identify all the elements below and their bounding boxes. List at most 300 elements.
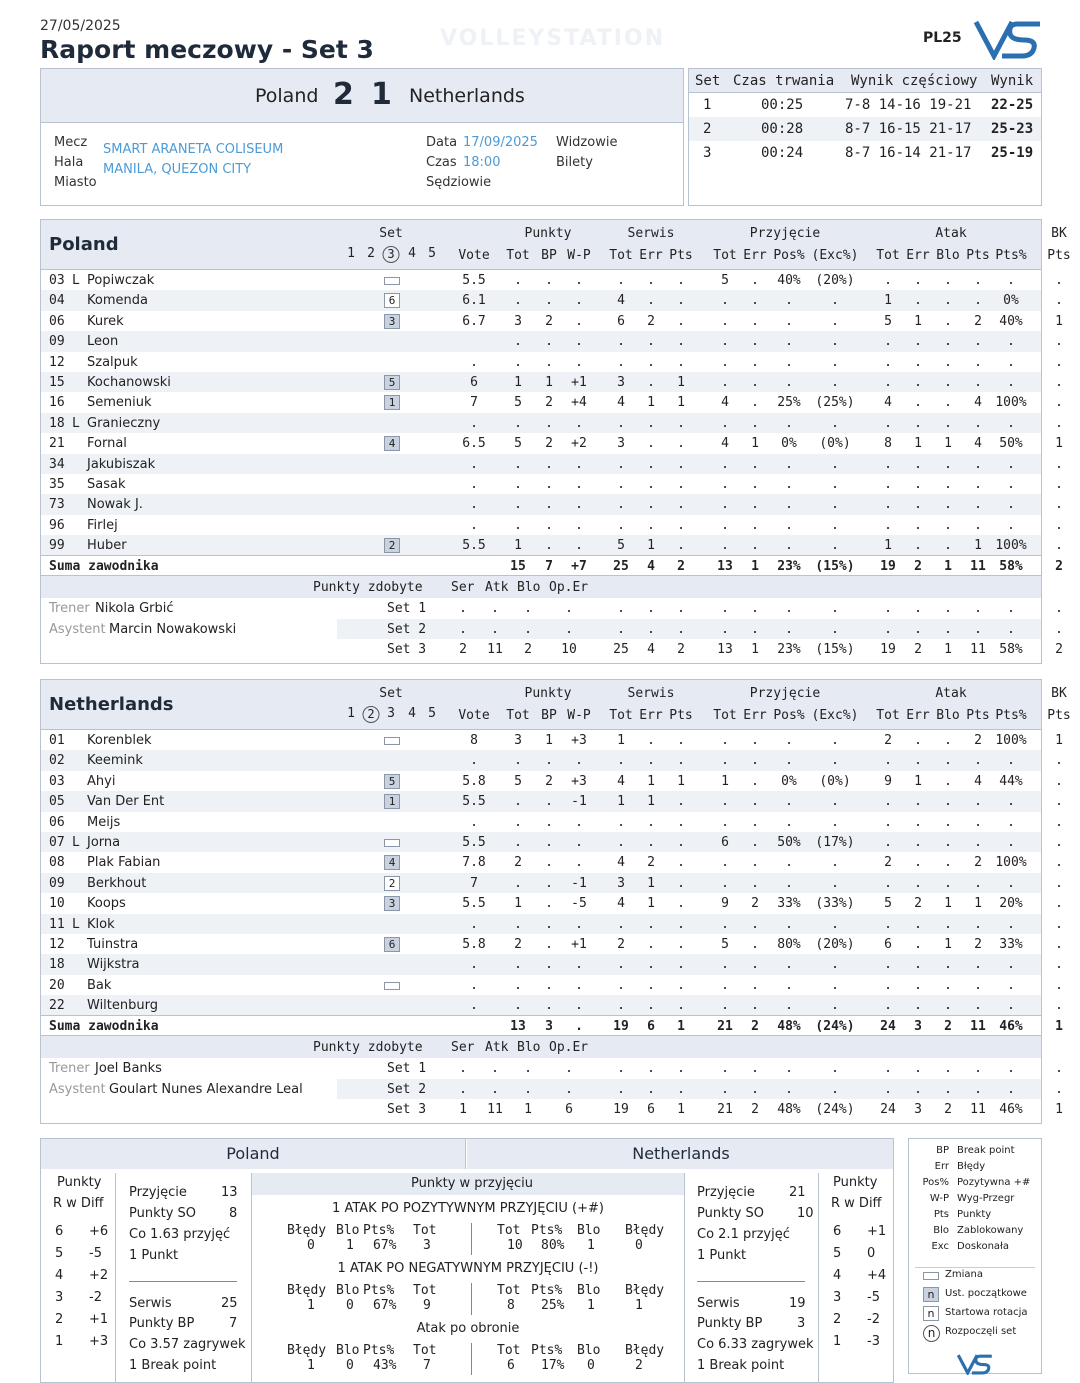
stat-cell: . <box>831 497 839 513</box>
player-row <box>41 515 1063 535</box>
stat-cell: . <box>1007 415 1015 431</box>
stat-cell: 9 <box>721 896 729 912</box>
set-points-cell: 1 <box>751 642 759 658</box>
stat-cell: . <box>884 497 892 513</box>
set-points-bg <box>337 619 1041 639</box>
stat-cell: . <box>1007 794 1015 810</box>
stat-cell: 1 <box>677 374 685 390</box>
set-points-cell: 13 <box>717 642 733 658</box>
stat-cell: . <box>514 415 522 431</box>
home-serwis-label: Serwis <box>129 1296 172 1311</box>
player-number: 96 <box>49 517 65 533</box>
stat-cell: 5 <box>514 395 522 411</box>
block-right-val: 8 <box>507 1298 515 1313</box>
set-points-cell: . <box>944 601 952 617</box>
away-punkty-label: Punkty <box>833 1175 878 1190</box>
stat-cell: . <box>721 855 729 871</box>
player-number: 07 <box>49 834 65 850</box>
stat-cell: . <box>1007 916 1015 932</box>
set-row <box>689 141 1041 165</box>
stat-cell: 0% <box>1003 293 1019 309</box>
stat-cell: 2 <box>884 855 892 871</box>
stat-cell: . <box>677 896 685 912</box>
total-cell: 2 <box>944 1019 952 1035</box>
stat-cell: . <box>721 293 729 309</box>
stat-cell: . <box>831 875 839 891</box>
stat-cell: . <box>884 916 892 932</box>
stat-cell: . <box>831 313 839 329</box>
punkty-header: Punkty <box>524 226 572 241</box>
stat-cell: . <box>974 476 982 492</box>
stat-cell: 5 <box>721 273 729 288</box>
stat-cell: 1 <box>944 936 952 952</box>
legend-box-white: n <box>923 1306 939 1321</box>
block-left-val: 1 <box>307 1358 315 1373</box>
legend-abbr: Pos% <box>922 1177 949 1188</box>
czas-label: Czas <box>426 155 457 170</box>
sets-table-header <box>689 69 1041 93</box>
stat-cell: 2 <box>545 395 553 411</box>
subcol-header: Err <box>639 708 663 723</box>
stat-cell: . <box>831 517 839 533</box>
stat-cell: . <box>914 497 922 513</box>
stat-cell: +1 <box>571 936 587 952</box>
stat-cell: . <box>721 753 729 769</box>
player-number: 11 <box>49 916 65 932</box>
set-points-cell: . <box>491 1061 499 1077</box>
stat-cell: 5 <box>721 936 729 952</box>
set-points-cell: 1 <box>1055 1102 1063 1118</box>
stat-cell: . <box>884 794 892 810</box>
subcol-header: Tot <box>876 708 900 723</box>
stat-cell: 4 <box>617 293 625 309</box>
stat-cell: . <box>545 936 553 952</box>
away-przyjecie: 21 <box>789 1185 806 1200</box>
subcol-header: W-P <box>567 708 591 723</box>
stat-cell: (20%) <box>815 273 855 288</box>
stat-cell: . <box>914 916 922 932</box>
stat-cell: . <box>751 957 759 973</box>
stat-cell: . <box>677 334 685 350</box>
total-cell: 2 <box>751 1019 759 1035</box>
away-so-label: Punkty SO <box>697 1206 765 1221</box>
player-vote: 6 <box>470 374 478 390</box>
stat-cell: . <box>1055 814 1063 830</box>
stat-cell: . <box>1055 538 1063 554</box>
stat-cell: . <box>545 855 553 871</box>
stat-cell: . <box>914 415 922 431</box>
points-header-cell: Ser <box>451 1040 475 1056</box>
away-rotation-diff: -5 <box>867 1290 880 1305</box>
subcol-header: Pts <box>669 248 693 263</box>
bk-header: BK <box>1051 686 1067 701</box>
player-row <box>41 954 1063 974</box>
legend-desc: Zablokowany <box>957 1225 1024 1236</box>
stat-cell: 1 <box>944 436 952 452</box>
player-number: 01 <box>49 733 65 748</box>
legend-abbr: Blo <box>933 1225 949 1236</box>
stat-cell: . <box>617 334 625 350</box>
stat-cell: 4 <box>974 773 982 789</box>
score-box <box>40 68 684 206</box>
away-rotation: 4 <box>833 1268 842 1283</box>
set-points-cell: . <box>1007 1061 1015 1077</box>
block-right-head: Tot <box>497 1283 521 1298</box>
stat-cell: 1 <box>647 773 655 789</box>
staff-name: Nikola Grbić <box>95 601 174 617</box>
stat-cell: . <box>617 354 625 370</box>
atak-header: Atak <box>935 226 967 241</box>
set-points-cell: 11 <box>970 1102 986 1118</box>
stat-cell: 3 <box>514 733 522 748</box>
set-points-cell: . <box>751 1061 759 1077</box>
stat-cell: . <box>514 814 522 830</box>
stat-cell: . <box>751 415 759 431</box>
center-title: Punkty w przyjęciu <box>411 1176 534 1191</box>
stat-cell: . <box>647 733 655 748</box>
player-vote: 8 <box>470 733 478 748</box>
stat-cell: . <box>944 794 952 810</box>
stat-cell: 1 <box>647 794 655 810</box>
start-position-box: 3 <box>384 896 400 911</box>
home-bp: 7 <box>229 1316 238 1331</box>
stat-cell: . <box>677 834 685 850</box>
player-row <box>41 352 1063 372</box>
set-points-cell: 2 <box>677 642 685 658</box>
subcol-header: Pts <box>1047 248 1071 263</box>
stat-cell: . <box>831 456 839 472</box>
set-points-cell: . <box>1055 621 1063 637</box>
block-left-val: 43% <box>373 1358 397 1373</box>
set-points-cell: Set 2 <box>387 1081 427 1097</box>
set-number: 3 <box>703 145 712 161</box>
block-right-head: Tot <box>497 1343 521 1358</box>
stat-cell: 1 <box>1055 436 1063 452</box>
player-number: 02 <box>49 753 65 769</box>
player-number: 18 <box>49 957 65 973</box>
set-duration: 00:25 <box>761 97 804 113</box>
home-rec-pkt: 1 Punkt <box>129 1248 179 1263</box>
stat-cell: . <box>514 456 522 472</box>
stat-cell: . <box>914 998 922 1014</box>
subcol-header: Pos% <box>773 248 805 263</box>
stat-cell: . <box>944 957 952 973</box>
stat-cell: 5 <box>514 436 522 452</box>
stat-cell: (20%) <box>815 936 855 952</box>
away-rotation: 2 <box>833 1312 842 1327</box>
set-points-cell: 11 <box>487 1102 503 1118</box>
stat-cell: . <box>785 794 793 810</box>
stat-cell: . <box>1007 497 1015 513</box>
stat-cell: 2 <box>974 313 982 329</box>
team-netherlands-section <box>40 679 1071 1124</box>
stat-cell: . <box>1055 977 1063 993</box>
set-points-cell: . <box>524 1061 532 1077</box>
block-right-val: 6 <box>507 1358 515 1373</box>
home-rotation: 4 <box>55 1268 64 1283</box>
points-header-row <box>41 1036 1041 1058</box>
player-number: 34 <box>49 456 65 472</box>
set-points-cell: . <box>831 621 839 637</box>
set-partial-score: 8-7 16-14 21-17 <box>845 145 972 161</box>
stat-cell: . <box>1055 273 1063 288</box>
stat-cell: 40% <box>999 313 1023 329</box>
stat-cell: . <box>1007 374 1015 390</box>
set-points-cell: 2 <box>914 642 922 658</box>
stat-cell: . <box>944 855 952 871</box>
set-points-cell: . <box>1055 1061 1063 1077</box>
player-vote: 5.8 <box>462 936 486 952</box>
stat-cell: . <box>751 456 759 472</box>
player-number: 05 <box>49 794 65 810</box>
stat-cell: (33%) <box>815 896 855 912</box>
set-points-cell: Set 3 <box>387 642 427 658</box>
set-points-cell: 6 <box>647 1102 655 1118</box>
set-points-cell: . <box>565 601 573 617</box>
stat-cell: . <box>514 875 522 891</box>
player-vote: 5.5 <box>462 834 486 850</box>
stat-cell: . <box>514 517 522 533</box>
points-header-cell: Atk <box>485 580 509 596</box>
stat-cell: . <box>751 875 759 891</box>
set-points-cell: . <box>914 1081 922 1097</box>
stat-cell: . <box>944 977 952 993</box>
stat-cell: . <box>1055 374 1063 390</box>
player-row <box>41 975 1063 995</box>
staff-role: Trener <box>49 1061 90 1077</box>
stat-cell: 50% <box>999 436 1023 452</box>
stat-cell: . <box>831 293 839 309</box>
set-points-cell: 6 <box>565 1102 573 1118</box>
home-so: 8 <box>229 1206 238 1221</box>
block-right-head: Błędy <box>625 1343 665 1358</box>
stat-cell: 2 <box>974 936 982 952</box>
stat-cell: . <box>647 334 655 350</box>
home-rec-co: Co 1.63 przyjęć <box>129 1227 231 1242</box>
start-position-box: 4 <box>384 436 400 451</box>
stat-cell: . <box>944 354 952 370</box>
start-position-box: 4 <box>384 855 400 870</box>
stat-cell: . <box>677 977 685 993</box>
block-right-val: 1 <box>587 1238 595 1253</box>
subcol-header: Err <box>639 248 663 263</box>
team-name: Netherlands <box>49 694 174 715</box>
set-points-cell: 1 <box>459 1102 467 1118</box>
legend-circle: n <box>923 1325 940 1342</box>
stat-cell: . <box>514 834 522 850</box>
stat-cell: 4 <box>974 395 982 411</box>
start-position-box: 5 <box>384 774 400 789</box>
set-points-cell: . <box>721 601 729 617</box>
player-number: 06 <box>49 313 65 329</box>
subcol-header: Tot <box>506 708 530 723</box>
stat-cell: . <box>721 733 729 748</box>
home-rotation: 2 <box>55 1312 64 1327</box>
legend-ust: Ust. początkowe <box>945 1288 1027 1299</box>
stat-cell: . <box>1007 476 1015 492</box>
player-row <box>41 812 1063 832</box>
player-number: 03 <box>49 773 65 789</box>
stat-cell: 2 <box>751 896 759 912</box>
block-left-head: Błędy <box>287 1283 327 1298</box>
stat-cell: . <box>575 476 583 492</box>
home-rotation: 6 <box>55 1224 64 1239</box>
stat-cell: . <box>514 957 522 973</box>
stat-cell: . <box>617 753 625 769</box>
subcol-header: Pts <box>669 708 693 723</box>
set-points-cell: 11 <box>970 642 986 658</box>
away-srv-co: Co 6.33 zagrywek <box>697 1337 814 1352</box>
stat-cell: . <box>944 313 952 329</box>
stat-cell: 1 <box>944 896 952 912</box>
stat-cell: . <box>974 456 982 472</box>
stat-cell: . <box>647 814 655 830</box>
block-left-val: 1 <box>346 1238 354 1253</box>
set-points-cell: (15%) <box>815 642 855 658</box>
subcol-header: Err <box>743 248 767 263</box>
stat-cell: . <box>677 497 685 513</box>
stat-cell: . <box>884 834 892 850</box>
block-right-val: 1 <box>587 1298 595 1313</box>
stat-cell: 1 <box>617 794 625 810</box>
sets-col-duration: Czas trwania <box>733 73 835 89</box>
block-left-val: 7 <box>423 1358 431 1373</box>
stat-cell: 1 <box>617 733 625 748</box>
player-name: Fornal <box>87 436 127 452</box>
stat-cell: . <box>721 977 729 993</box>
player-vote: . <box>470 977 478 993</box>
stat-cell: +3 <box>571 773 587 789</box>
stat-cell: . <box>1055 896 1063 912</box>
stat-cell: 2 <box>974 855 982 871</box>
set-row <box>689 117 1041 141</box>
stat-cell: . <box>884 415 892 431</box>
player-name: Wijkstra <box>87 957 140 973</box>
set-points-cell: . <box>974 1061 982 1077</box>
set-points-cell: . <box>884 1061 892 1077</box>
home-serwis: 25 <box>221 1296 238 1311</box>
stat-cell: . <box>1055 794 1063 810</box>
stat-cell: . <box>884 998 892 1014</box>
stat-cell: . <box>914 354 922 370</box>
stat-cell: . <box>974 794 982 810</box>
stat-cell: . <box>545 476 553 492</box>
stat-cell: . <box>545 415 553 431</box>
team-total-row <box>41 1015 1063 1036</box>
set-partial-score: 7-8 14-16 19-21 <box>845 97 972 113</box>
player-row <box>41 433 1063 453</box>
stat-cell: . <box>944 395 952 411</box>
match-date: 17/09/2025 <box>463 135 538 150</box>
player-number: 12 <box>49 936 65 952</box>
set-points-cell: . <box>617 1081 625 1097</box>
stat-cell: +1 <box>571 374 587 390</box>
block-title: 1 ATAK PO POZYTYWNYM PRZYJĘCIU (+#) <box>332 1201 604 1216</box>
stat-cell: . <box>575 354 583 370</box>
stat-cell: 1 <box>974 538 982 554</box>
block-right-val: 17% <box>541 1358 565 1373</box>
stat-cell: 4 <box>617 896 625 912</box>
subcol-header: Blo <box>936 248 960 263</box>
stat-cell: . <box>831 977 839 993</box>
set-row <box>689 93 1041 117</box>
team-poland-section <box>40 219 1071 664</box>
stat-cell: . <box>884 354 892 370</box>
away-przyjecie-label: Przyjęcie <box>697 1185 755 1200</box>
stat-cell: . <box>721 875 729 891</box>
block-right-head: Blo <box>577 1283 601 1298</box>
set-points-cell: . <box>914 601 922 617</box>
page-title: Raport meczowy - Set 3 <box>40 35 374 64</box>
stat-cell: . <box>647 354 655 370</box>
player-name: Bak <box>87 977 112 993</box>
stat-cell: . <box>575 334 583 350</box>
stat-cell: . <box>831 476 839 492</box>
stat-cell: . <box>1055 395 1063 411</box>
player-row <box>41 311 1063 331</box>
stat-cell: . <box>721 517 729 533</box>
stat-cell: 1 <box>514 896 522 912</box>
away-bp: 3 <box>797 1316 806 1331</box>
stat-cell: . <box>721 354 729 370</box>
block-title: 1 ATAK PO NEGATYWNYM PRZYJĘCIU (-!) <box>337 1261 599 1276</box>
sedziowie-label: Sędziowie <box>426 175 492 190</box>
player-number: 16 <box>49 395 65 411</box>
stat-cell: . <box>721 476 729 492</box>
total-label: Suma zawodnika <box>49 1019 159 1035</box>
away-rwdiff-label: R w Diff <box>831 1196 882 1211</box>
stat-cell: . <box>751 977 759 993</box>
substitution-icon <box>384 737 400 745</box>
watermark: VOLLEYSTATION <box>440 26 666 51</box>
total-cell: 15 <box>510 559 526 575</box>
block-right-head: Blo <box>577 1223 601 1238</box>
set-points-cell: 24 <box>880 1102 896 1118</box>
home-rotation-diff: +6 <box>89 1224 109 1239</box>
total-cell: 21 <box>717 1019 733 1035</box>
stat-cell: 1 <box>884 293 892 309</box>
player-vote: . <box>470 456 478 472</box>
bk-header: BK <box>1051 226 1067 241</box>
set-num-3: 3 <box>387 706 395 721</box>
stat-cell: . <box>944 834 952 850</box>
stat-cell: . <box>575 753 583 769</box>
points-header-cell: Punkty zdobyte <box>313 1040 423 1056</box>
stat-cell: . <box>514 273 522 288</box>
set-num-3: 3 <box>383 246 400 263</box>
stat-cell: . <box>1007 753 1015 769</box>
set-points-cell: . <box>914 1061 922 1077</box>
block-right-head: Blo <box>577 1343 601 1358</box>
player-number: 06 <box>49 814 65 830</box>
match-time: 18:00 <box>463 155 501 170</box>
home-rotation-diff: +2 <box>89 1268 109 1283</box>
stat-cell: . <box>751 517 759 533</box>
stat-cell: . <box>914 753 922 769</box>
stat-cell: 1 <box>914 773 922 789</box>
block-left-val: 67% <box>373 1298 397 1313</box>
legend-rozp: Rozpoczęli set <box>945 1326 1017 1337</box>
player-row <box>41 413 1063 433</box>
stat-cell: 0% <box>781 436 797 452</box>
stat-cell: 1 <box>721 773 729 789</box>
stat-cell: . <box>545 456 553 472</box>
stat-cell: . <box>1055 415 1063 431</box>
home-rotation-diff: +1 <box>89 1312 109 1327</box>
stat-cell: . <box>831 753 839 769</box>
stat-cell: . <box>884 476 892 492</box>
stat-cell: . <box>677 517 685 533</box>
